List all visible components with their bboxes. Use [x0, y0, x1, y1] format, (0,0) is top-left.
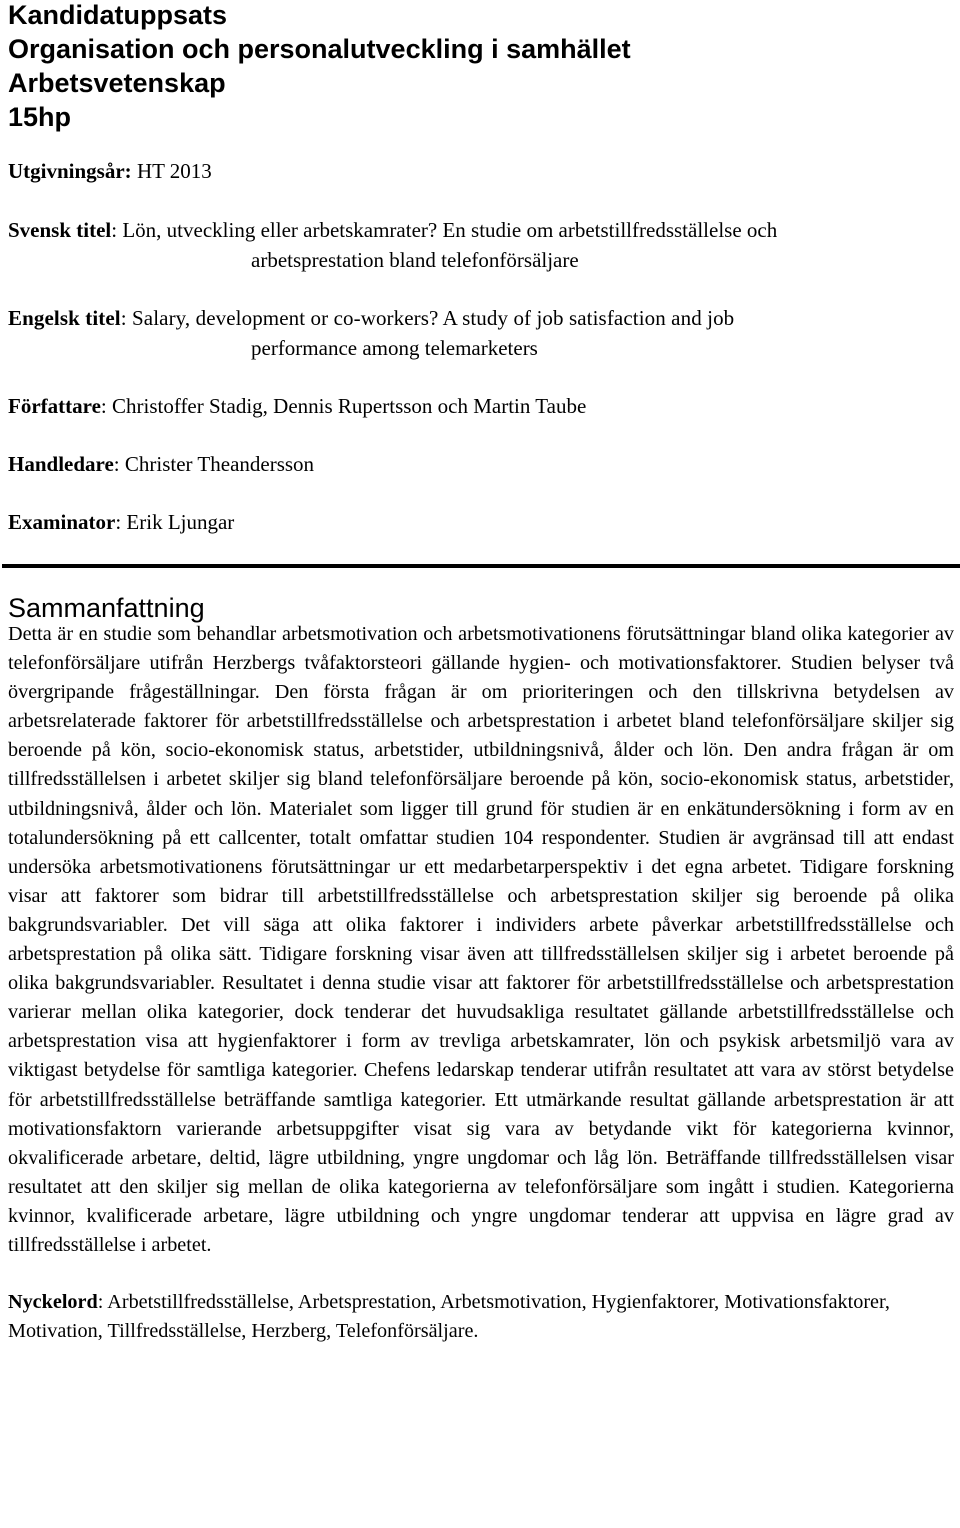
examiner: Examinator: Erik Ljungar	[8, 510, 235, 534]
keywords-value: Arbetstillfredsställelse, Arbetsprestation, Arbetsmotivation, Hygienfaktorer, Motivationsfaktorer, Motivation, Tillfredsställelse, Herzberg, Telefonförsäljare.	[8, 1291, 890, 1343]
summary-text: Detta är en studie som behandlar arbetsmotivation och arbetsmotivationens förutsättningar bland olika kategorier av telefonförsäljare utifrån Herzbergs tvåfaktorsteori gällande hygien- och motivationsfaktorer. Studien belyser två övergripande frågeställningar. Den första frågan är om prioriteringen och den tillskrivna betydelsen av arbetsrelaterade faktorer för arbetstillfredsställelse och arbetsprestation i arbetet bland telefonförsäljare skiljer sig beroende på kön, socio-ekonomisk status, arbetstider, utbildningsnivå, ålder och lön. Den andra frågan är om tillfredsställelsen i arbetet skiljer sig bland telefonförsäljare beroende på kön, socio-ekonomisk status, arbetstider, utbildningsnivå, ålder och lön. Materialet som ligger till grund för studien är en enkätundersökning i form av en totalundersökning på ett callcenter, totalt omfattar studien 104 respondenter. Studien är avgränsad till att endast undersöka arbetsmotivationens förutsättningar ur ett medarbetarperspektiv i det egna arbetet. Tidigare forskning visar att faktorer som bidrar till arbetstillfredsställelse och arbetsprestation skiljer sig beroende på olika bakgrundsvariabler. Det vill säga att olika faktorer i individers arbete påverkar arbetstillfredsställelse och arbetsprestation på olika sätt. Tidigare forskning visar även att tillfredsställelsen skiljer sig i arbetet beroende på olika bakgrundsvariabler. Resultatet i denna studie visar att faktorer för arbetstillfredsställelse och arbetsprestation varierar mellan olika kategorier, dock tenderar det huvudsakliga resultatet gällande arbetstillfredsställelse och arbetsprestation visa att hygienfaktorer i form av trevliga arbetskamrater, lön och psykisk arbetsmiljö vara av viktigast betydelse för samtliga kategorier. Chefens ledarskap tenderar utifrån resultatet att vara av störst betydelse för arbetstillfredsställelse beträffande samtliga kategorier. Ett utmärkande resultat gällande arbetsprestation är att motivationsfaktorn varierande arbetsuppgifter visat sig vara av betydande vikt för kategorierna kvinnor, okvalificerade arbetare, deltid, lägre utbildning, yngre ungdomar och låg lön. Beträffande tillfredsställelsen visar resultatet att den skiljer sig mellan de olika kategorierna av telefonförsäljare som ingått i studien. Kategorierna kvinnor, kvalificerade arbetare, lägre utbildning och yngre ungdomar tenderar att uppvisa en lägre grad av tillfredsställelse i arbetet.	[8, 623, 954, 1256]
program-name: Organisation och personalutveckling i samhället	[8, 34, 631, 64]
keywords: Nyckelord: Arbetstillfredsställelse, Arbetsprestation, Arbetsmotivation, Hygienfaktorer, Motivationsfaktorer, Motivation, Tillfredsställelse, Herzberg, Telefonförsäljare.	[8, 1291, 890, 1343]
document-type: Kandidatuppsats	[8, 0, 228, 30]
summary-heading: Sammanfattning	[8, 593, 205, 623]
supervisor-label: Handledare	[8, 452, 114, 476]
english-title-label: Engelsk titel	[8, 306, 121, 330]
subject-name: Arbetsvetenskap	[8, 68, 226, 98]
supervisor-value: Christer Theandersson	[124, 452, 315, 476]
document-header	[8, 0, 954, 134]
english-title-line1: Salary, development or co-workers? A study of job satisfaction and job	[132, 306, 735, 330]
horizontal-divider	[2, 564, 960, 568]
authors: Författare: Christoffer Stadig, Dennis Rupertsson och Martin Taube	[8, 394, 587, 418]
publication-year	[8, 156, 954, 186]
authors-label: Författare	[8, 394, 101, 418]
credits: 15hp	[8, 102, 72, 132]
swedish-title-line2: arbetsprestation bland telefonförsäljare	[251, 248, 579, 272]
supervisor: Handledare: Christer Theandersson	[8, 452, 315, 476]
publication-year-value: HT 2013	[136, 159, 212, 183]
english-title-line2: performance among telemarketers	[251, 336, 538, 360]
swedish-title-line1: Lön, utveckling eller arbetskamrater? En studie om arbetstillfredsställelse och	[122, 218, 778, 242]
keywords-label: Nyckelord	[8, 1291, 98, 1314]
publication-year-label: Utgivningsår:	[8, 159, 132, 183]
examiner-label: Examinator	[8, 510, 116, 534]
authors-value: Christoffer Stadig, Dennis Rupertsson och Martin Taube	[111, 394, 587, 418]
examiner-value: Erik Ljungar	[126, 510, 235, 534]
swedish-title-label: Svensk titel	[8, 218, 112, 242]
swedish-title: Svensk titel: Lön, utveckling eller arbetskamrater? En studie om arbetstillfredsställelse och arbetsprestation bland telefonförsäljare	[8, 218, 778, 272]
english-title: Engelsk titel: Salary, development or co-workers? A study of job satisfaction and job performance among telemarketers	[8, 306, 735, 360]
